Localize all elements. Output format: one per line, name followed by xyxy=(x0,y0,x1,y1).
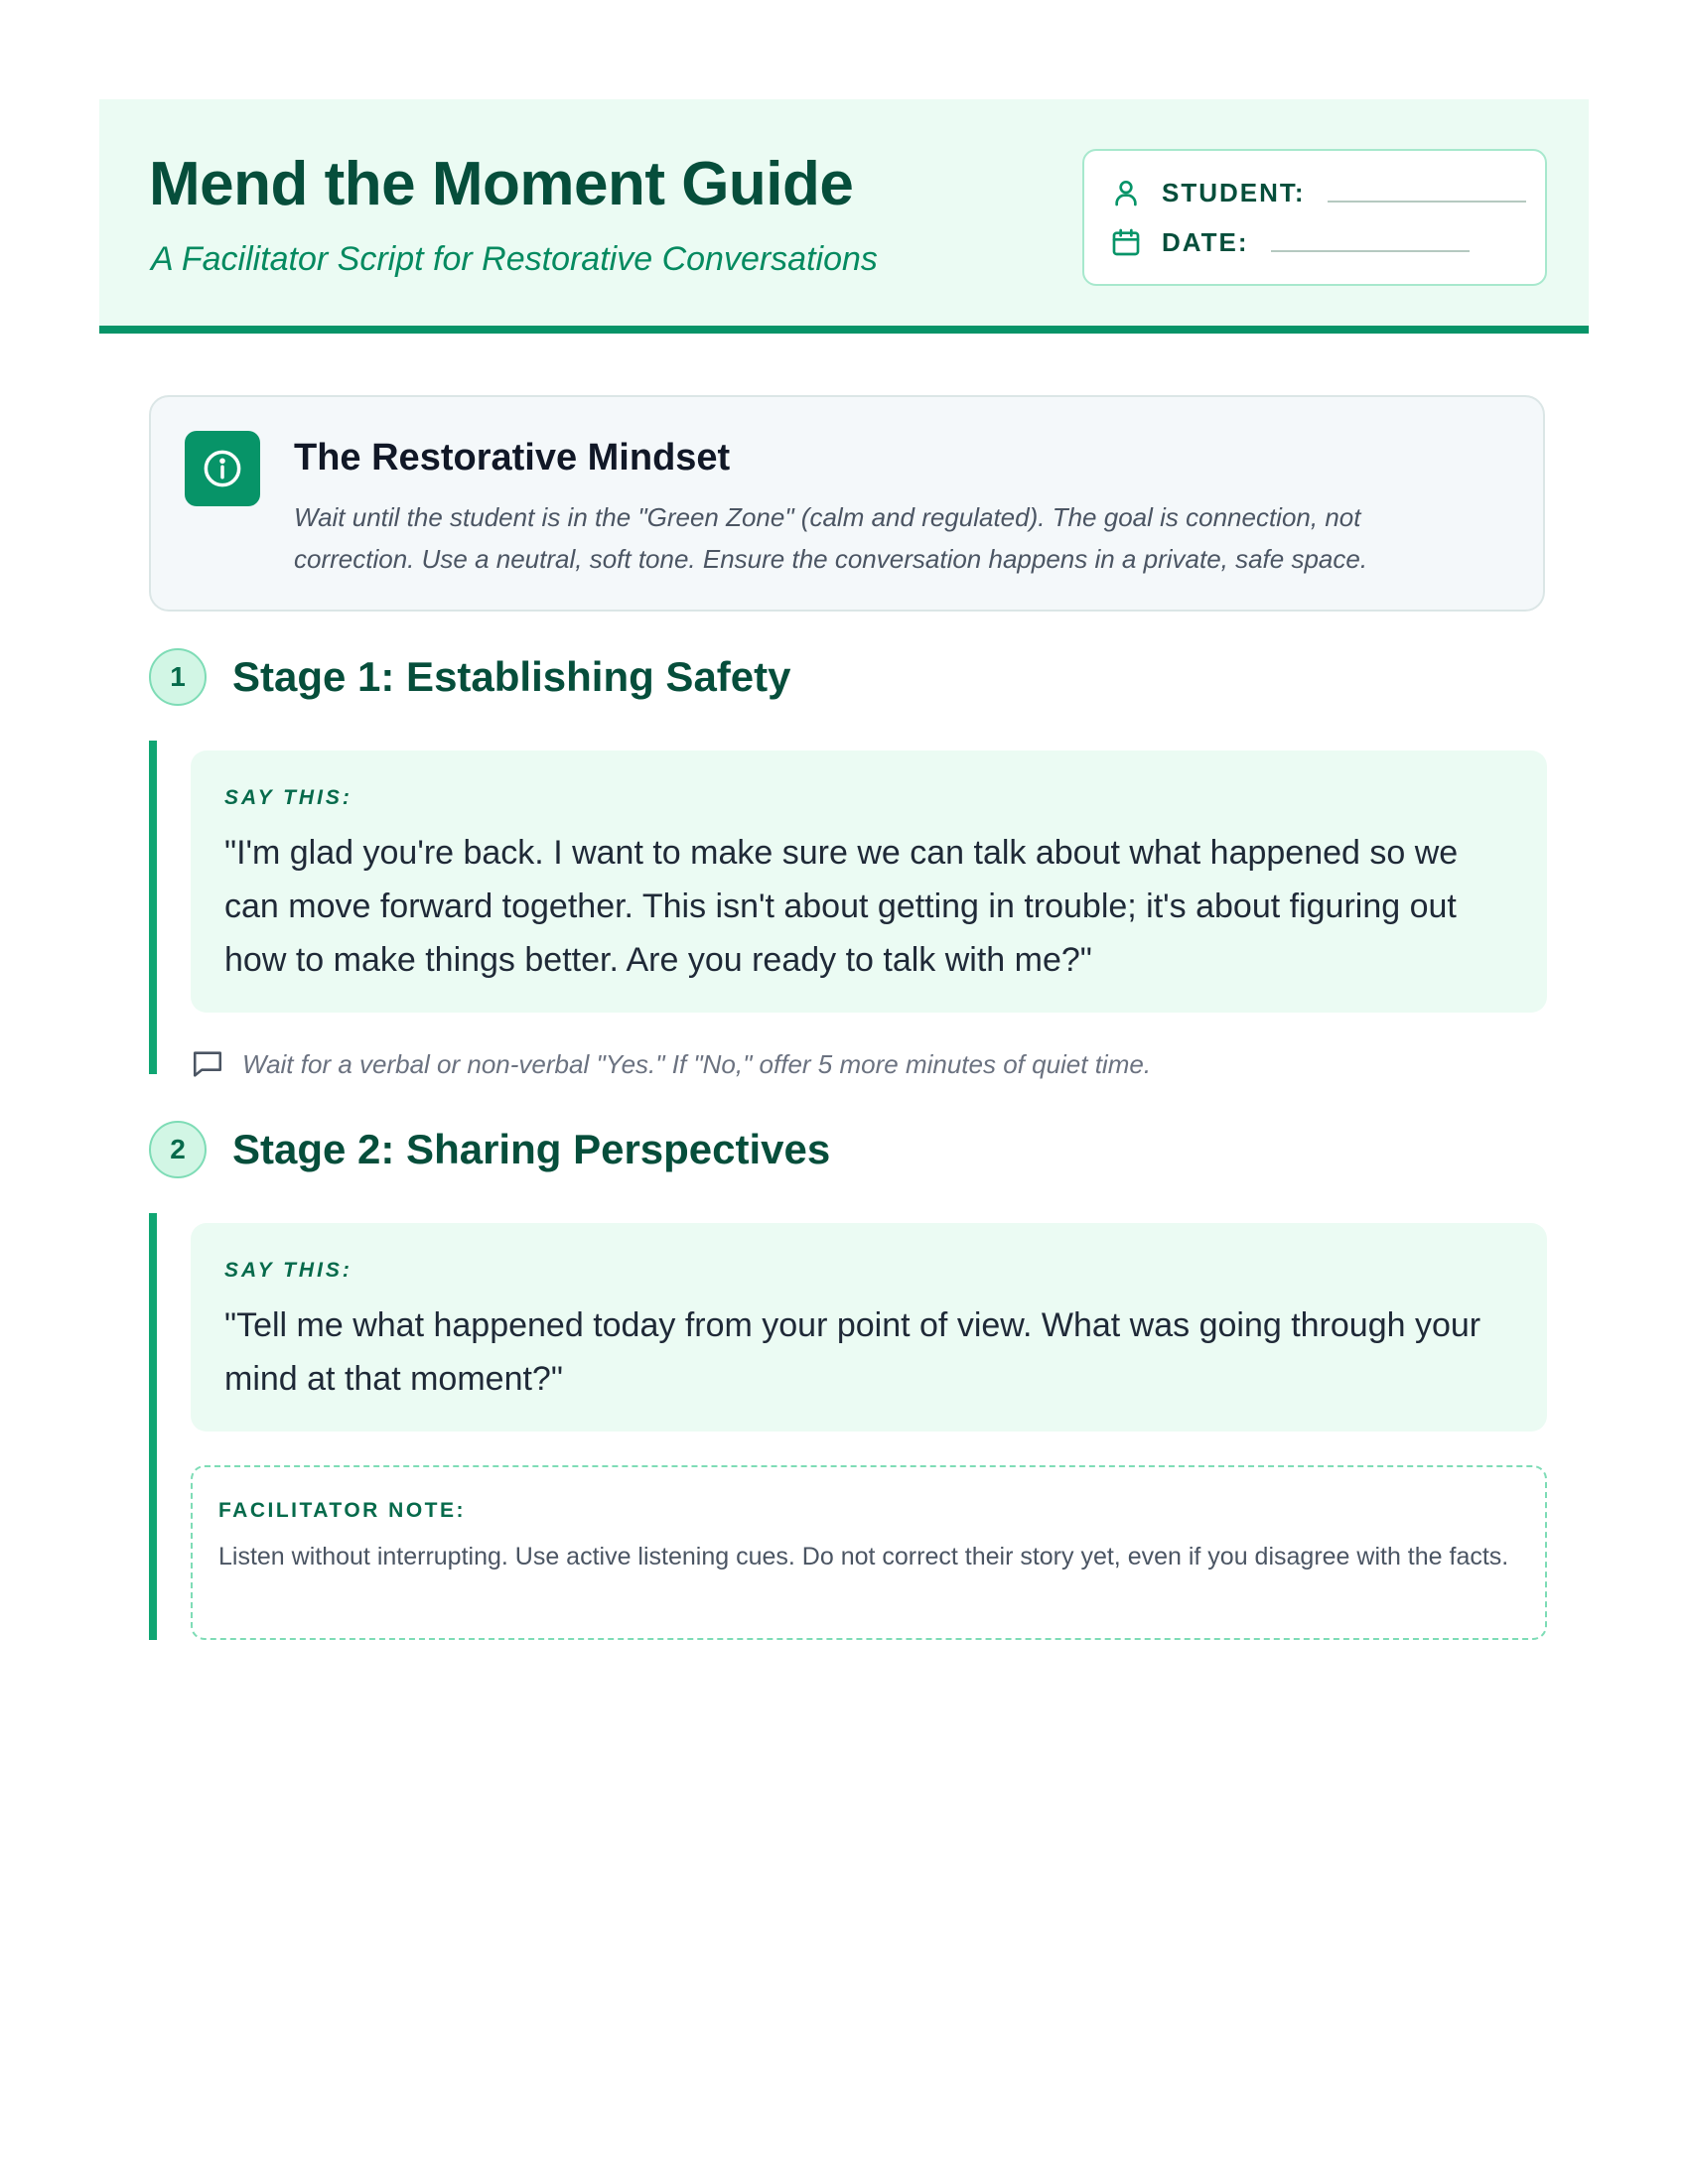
student-info-box xyxy=(1082,149,1547,286)
stage-1-cue-text: Wait for a verbal or non-verbal "Yes." If "No," offer 5 more minutes of quiet time. xyxy=(242,1048,1152,1079)
stage-1-title: Stage 1: Establishing Safety xyxy=(232,653,791,700)
document-header xyxy=(99,99,1589,334)
document-title: Mend the Moment Guide xyxy=(149,150,854,218)
document-subtitle: A Facilitator Script for Restorative Conversations xyxy=(151,240,878,278)
user-icon xyxy=(1110,177,1142,208)
facilitator-note-text: Listen without interrupting. Use active listening cues. Do not correct their story yet, even if you disagree with the facts. xyxy=(218,1543,1509,1570)
info-icon-badge xyxy=(185,431,260,506)
mindset-title: The Restorative Mindset xyxy=(294,437,731,478)
stage-2-say-box xyxy=(191,1223,1547,1432)
chat-bubble-icon xyxy=(191,1047,224,1081)
stage-2-say-label: SAY THIS: xyxy=(224,1259,352,1282)
student-label: STUDENT: xyxy=(1162,177,1306,207)
date-field[interactable] xyxy=(1110,222,1470,262)
facilitator-note-label: FACILITATOR NOTE: xyxy=(218,1499,466,1522)
stage-2-number-badge: 2 xyxy=(149,1121,207,1178)
mindset-text: Wait until the student is in the "Green Zone" (calm and regulated). The goal is connection, not correction. Use a neutral, soft tone. Ensure the conversation happens in a private, safe space. xyxy=(294,502,1368,574)
stage-2-title: Stage 2: Sharing Perspectives xyxy=(232,1126,831,1172)
facilitator-note xyxy=(191,1465,1547,1640)
stage-1-say-text: "I'm glad you're back. I want to make sure we can talk about what happened so we can move forward together. This isn't about getting in trouble; it's about figuring out how to make things better. Are you ready to talk with me?" xyxy=(224,834,1459,979)
restorative-mindset-callout xyxy=(149,395,1545,612)
date-blank-line[interactable] xyxy=(1271,250,1470,252)
stage-1-say-label: SAY THIS: xyxy=(224,786,352,809)
info-icon xyxy=(202,448,243,489)
stage-2-accent-bar xyxy=(149,1213,157,1640)
date-label: DATE: xyxy=(1162,226,1249,257)
student-field[interactable] xyxy=(1110,173,1526,212)
stage-1-accent-bar xyxy=(149,741,157,1074)
calendar-icon xyxy=(1110,226,1142,258)
stage-2-heading xyxy=(149,1120,830,1179)
stage-1-cue xyxy=(191,1044,1151,1084)
stage-1-number-badge: 1 xyxy=(149,648,207,706)
student-blank-line[interactable] xyxy=(1328,201,1526,203)
stage-1-heading xyxy=(149,647,791,707)
stage-2-say-text: "Tell me what happened today from your point of view. What was going through your mind at that moment?" xyxy=(224,1306,1481,1398)
stage-1-say-box xyxy=(191,751,1547,1013)
